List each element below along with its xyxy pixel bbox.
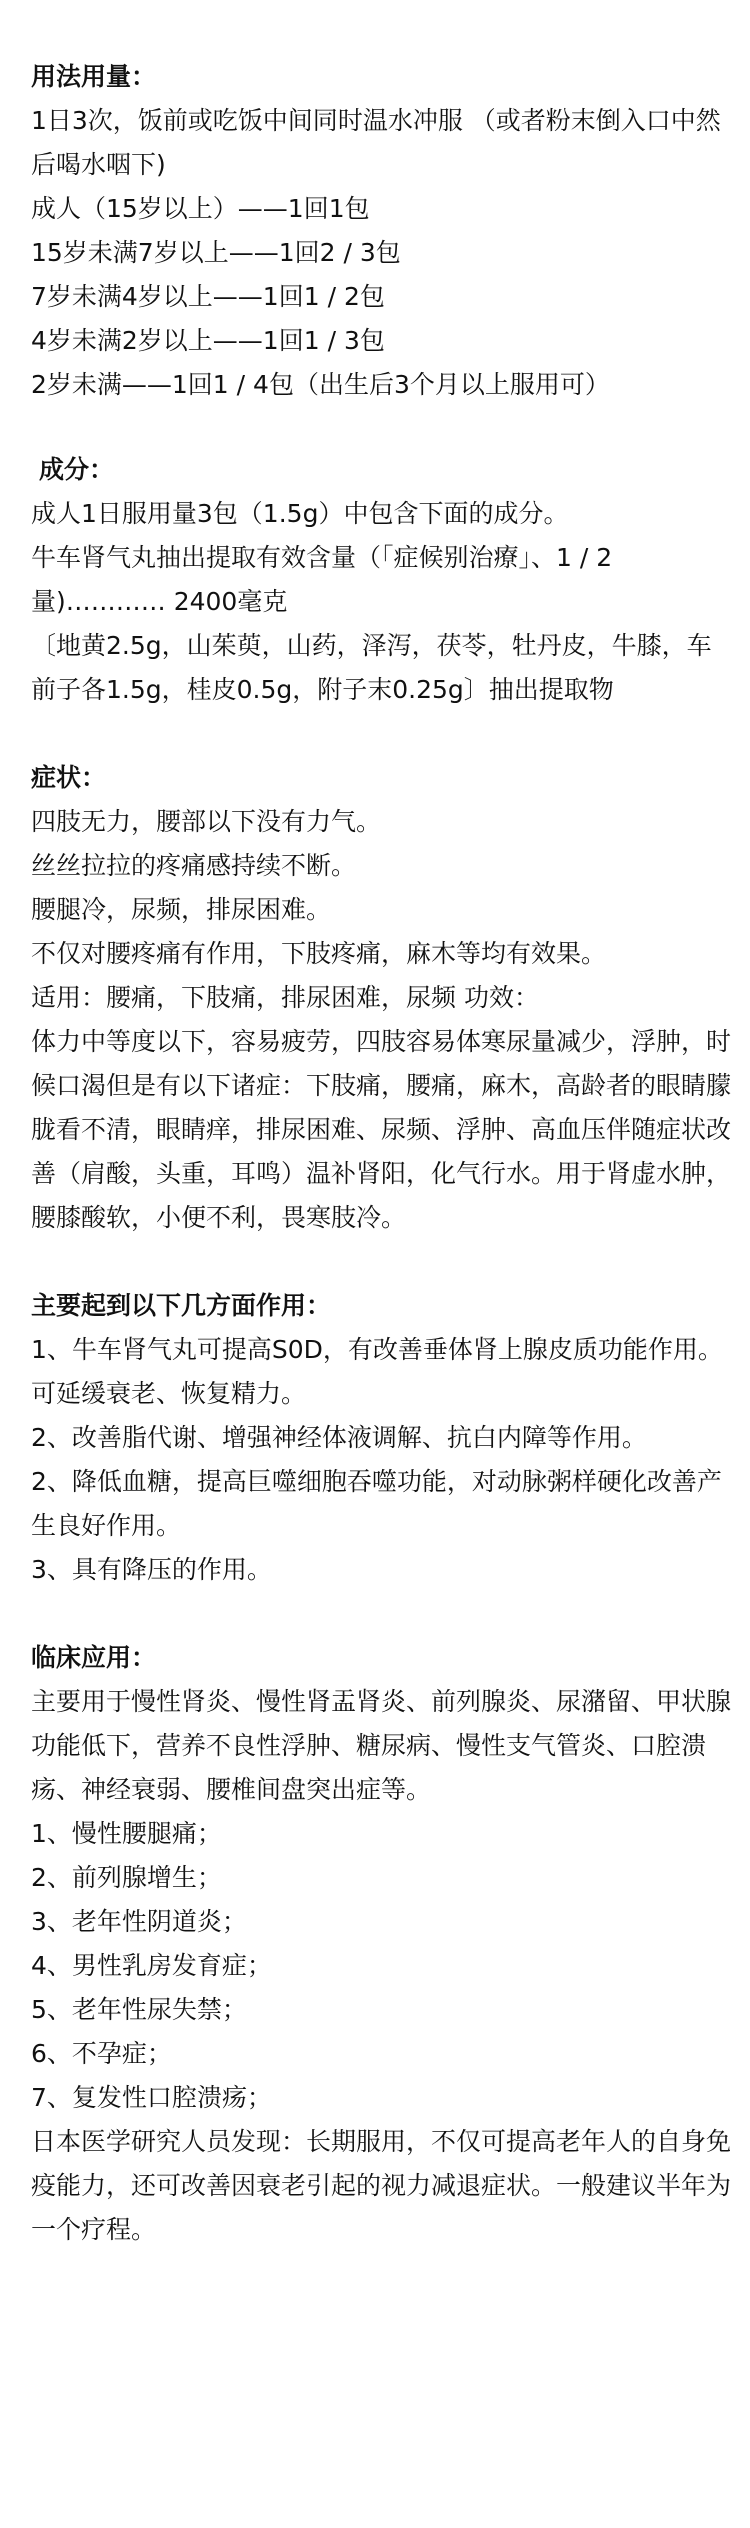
clinical-line: 6、不孕症； <box>31 2039 172 2068</box>
usage-line: 7岁未满4岁以上——1回1 / 2包 <box>31 282 385 311</box>
usage-line: 成人（15岁以上）——1回1包 <box>31 194 370 223</box>
ingredients-line: 〔地黄2.5g，山茱萸，山药，泽泻，茯苓，牡丹皮，牛膝，车前子各1.5g，桂皮0.5g，附子末0.25g〕抽出提取物 <box>31 631 712 704</box>
effects-section <box>31 1284 731 1592</box>
usage-heading: 用法用量： <box>31 62 157 91</box>
symptoms-line: 适用：腰痛，下肢痛，排尿困难，尿频 功效： <box>31 983 539 1012</box>
ingredients-line: 成人1日服用量3包（1.5g）中包含下面的成分。 <box>31 499 569 528</box>
symptoms-section <box>31 756 731 1240</box>
section-spacer <box>31 712 731 756</box>
article-body <box>31 55 731 2252</box>
symptoms-line: 四肢无力，腰部以下没有力气。 <box>31 807 382 836</box>
ingredients-section <box>31 448 731 712</box>
section-spacer <box>31 407 731 448</box>
symptoms-line: 腰腿冷，尿频，排尿困难。 <box>31 895 332 924</box>
ingredients-line: 牛车肾气丸抽出提取有效含量（「症候别治療」、1 / 2量)………… 2400毫克 <box>31 543 613 616</box>
clinical-section <box>31 1636 731 2252</box>
clinical-line: 5、老年性尿失禁； <box>31 1995 247 2024</box>
ingredients-heading: 成分： <box>39 455 115 484</box>
effects-line: 3、具有降压的作用。 <box>31 1555 272 1584</box>
usage-line: 4岁未满2岁以上——1回1 / 3包 <box>31 326 385 355</box>
usage-line: 2岁未满——1回1 / 4包（出生后3个月以上服用可） <box>31 370 610 399</box>
clinical-line: 4、男性乳房发育症； <box>31 1951 272 1980</box>
effects-line: 2、降低血糖，提高巨噬细胞吞噬功能，对动脉粥样硬化改善产生良好作用。 <box>31 1467 722 1540</box>
effects-heading: 主要起到以下几方面作用： <box>31 1291 332 1320</box>
usage-section <box>31 55 731 407</box>
clinical-line: 主要用于慢性肾炎、慢性肾盂肾炎、前列腺炎、尿潴留、甲状腺功能低下，营养不良性浮肿、糖尿病、慢性支气管炎、口腔溃疡、神经衰弱、腰椎间盘突出症等。 <box>31 1687 732 1804</box>
symptoms-heading: 症状： <box>31 763 107 792</box>
section-spacer <box>31 1592 731 1636</box>
symptoms-line: 不仅对腰疼痛有作用，下肢疼痛，麻木等均有效果。 <box>31 939 607 968</box>
clinical-line: 2、前列腺增生； <box>31 1863 222 1892</box>
usage-line: 15岁未满7岁以上——1回2 / 3包 <box>31 238 401 267</box>
clinical-line: 3、老年性阴道炎； <box>31 1907 247 1936</box>
symptoms-line: 丝丝拉拉的疼痛感持续不断。 <box>31 851 357 880</box>
effects-line: 1、牛车肾气丸可提高S0D，有改善垂体肾上腺皮质功能作用。可延缓衰老、恢复精力。 <box>31 1335 723 1408</box>
clinical-line: 日本医学研究人员发现：长期服用，不仅可提高老年人的自身免疫能力，还可改善因衰老引起的视力减退症状。一般建议半年为一个疗程。 <box>31 2127 732 2244</box>
usage-line: 1日3次，饭前或吃饭中间同时温水冲服 （或者粉末倒入口中然后喝水咽下) <box>31 106 721 179</box>
section-spacer <box>31 1240 731 1284</box>
clinical-line: 7、复发性口腔溃疡； <box>31 2083 272 2112</box>
symptoms-line: 体力中等度以下，容易疲劳，四肢容易体寒尿量减少，浮肿，时候口渴但是有以下诸症：下肢痛，腰痛，麻木，高龄者的眼睛朦胧看不清，眼睛痒，排尿困难、尿频、浮肿、高血压伴随症状改善（肩酸，头重，耳鸣）温补肾阳，化气行水。用于肾虚水肿，腰膝酸软，小便不利，畏寒肢冷。 <box>31 1027 732 1232</box>
clinical-heading: 临床应用： <box>31 1643 157 1672</box>
effects-line: 2、改善脂代谢、增强神经体液调解、抗白内障等作用。 <box>31 1423 647 1452</box>
clinical-line: 1、慢性腰腿痛； <box>31 1819 222 1848</box>
